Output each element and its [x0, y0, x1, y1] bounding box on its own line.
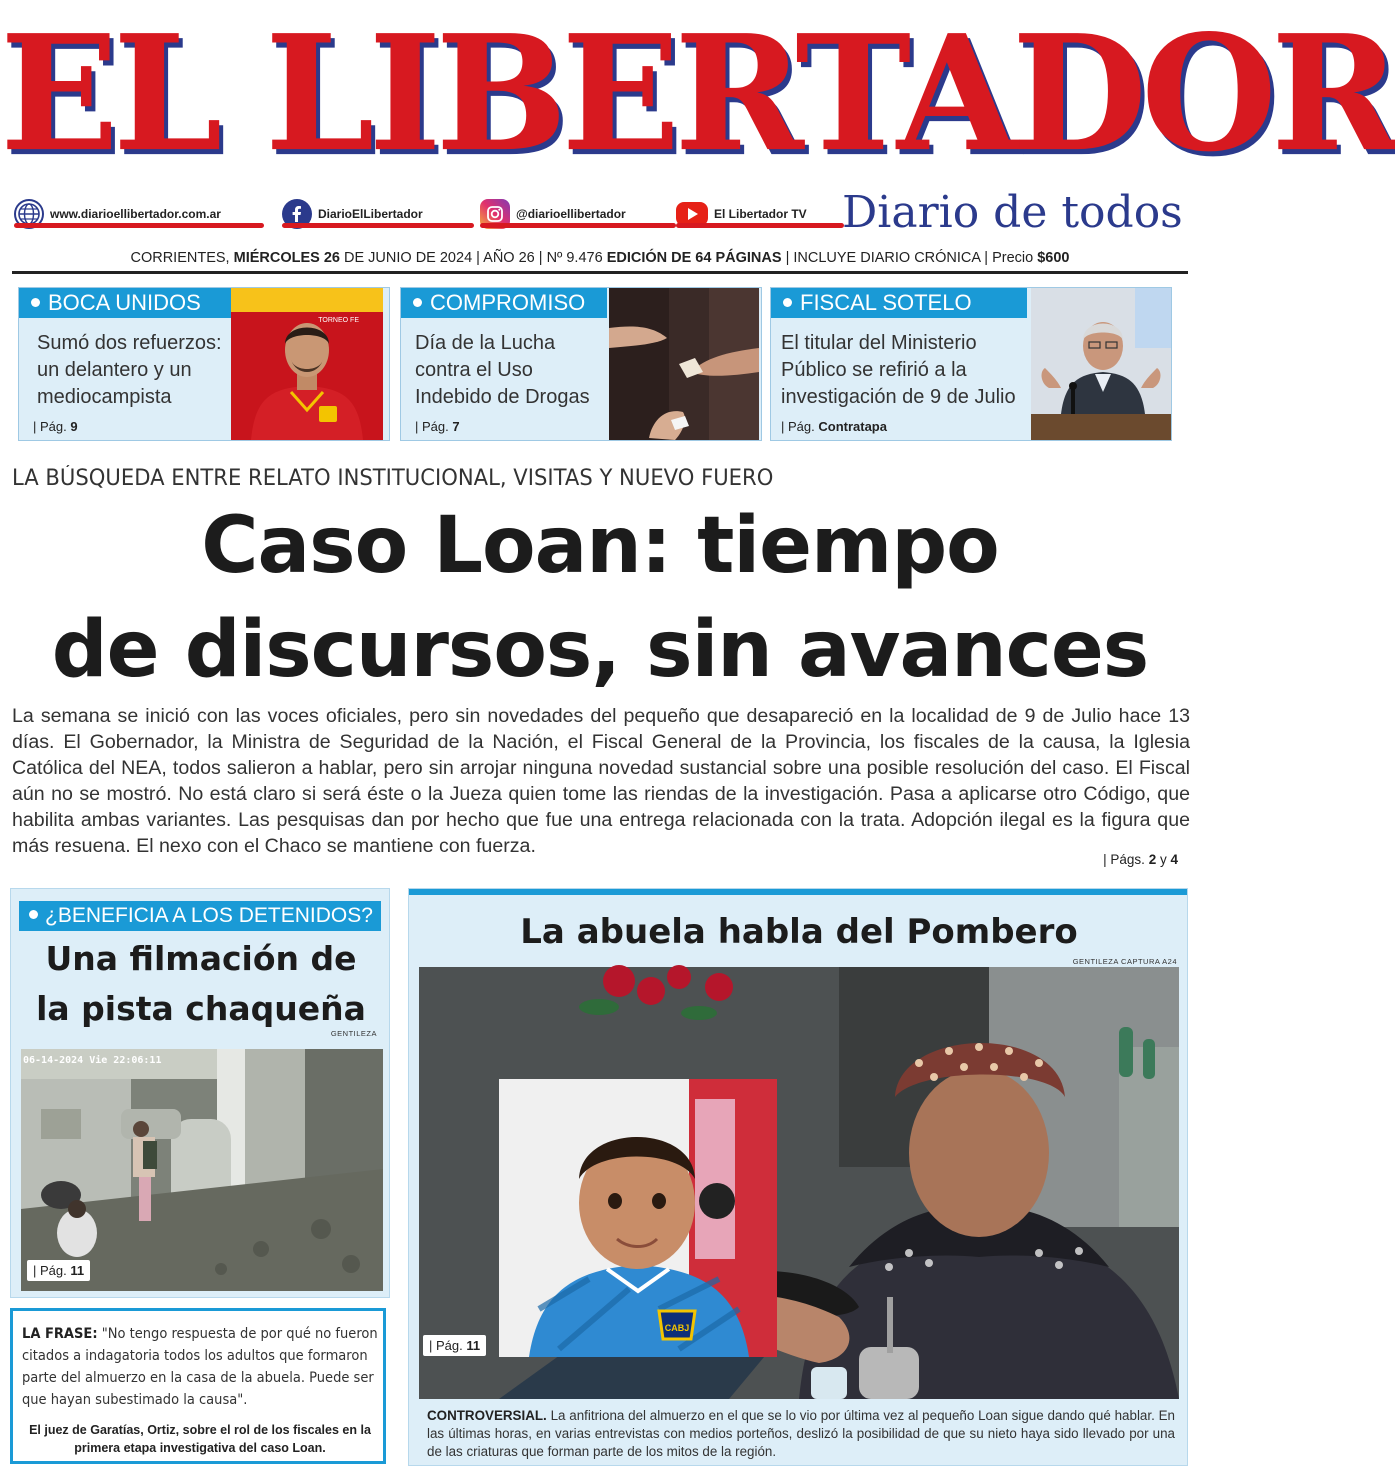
teaser-boca-unidos[interactable]: [18, 287, 390, 441]
photo-credit: GENTILEZA CAPTURA A24: [1072, 957, 1177, 966]
website-label: www.diarioellibertador.com.ar: [50, 207, 221, 221]
facebook-label: DiarioElLibertador: [318, 207, 423, 221]
child-portrait-inset[interactable]: [499, 1079, 777, 1357]
social-facebook[interactable]: [282, 196, 474, 232]
main-lead: La semana se inició con las voces oficiales, pero sin novedades del pequeño que desapareció en la localidad de 9 de Julio hace 13 días. El Gobernador, la Ministra de Seguridad de la Nación, el Fiscal General de la Provincia, los fiscales de la causa, la Iglesia Católica del NEA, todos salieron a hablar, pero sin arrojar ninguna novedad sustancial sobre una posible resolución del caso. El Fiscal aún no se mostró. No está claro si será éste o la Jueza quien tome las riendas de la investigación. Pasa a aplicarse otro Código, que habilita ambas variantes. Las pesquisas dan por hecho que fue una entrega relacionada con la trata. Adopción ilegal es la figura que más resuena. El nexo con el Chaco se mantiene con fuerza.: [12, 705, 1190, 857]
teaser-page-ref: | Pág. 9: [33, 419, 78, 434]
social-website[interactable]: [14, 196, 266, 232]
security-camera-photo[interactable]: [21, 1049, 383, 1291]
teaser-tag: COMPROMISO: [401, 288, 607, 318]
dateline: CORRIENTES, MIÉRCOLES 26 DE JUNIO DE 2024 | AÑO 26 | Nº 9.476 EDICIÓN DE 64 PÁGINAS | INCLUYE DIARIO CRÓNICA | Precio $600: [12, 246, 1188, 274]
story-chaco-footage[interactable]: [10, 888, 390, 1298]
social-instagram[interactable]: [480, 196, 676, 232]
instagram-label: @diarioellibertador: [516, 207, 626, 221]
bullet-icon: [29, 910, 38, 919]
teaser-compromiso[interactable]: [400, 287, 762, 441]
main-kicker: LA BÚSQUEDA ENTRE RELATO INSTITUCIONAL, VISITAS Y NUEVO FUERO: [12, 466, 774, 491]
camera-timestamp: 06-14-2024 Vie 22:06:11: [23, 1055, 162, 1066]
youtube-label: El Libertador TV: [714, 207, 807, 221]
bullet-icon: [31, 298, 40, 307]
quote-box: [10, 1308, 386, 1464]
left-page-ref: | Pág. 11: [27, 1260, 90, 1281]
photo-credit: GENTILEZA: [330, 1029, 377, 1038]
teaser-fiscal-sotelo[interactable]: [770, 287, 1172, 441]
teaser-tag: FISCAL SOTELO: [771, 288, 1027, 318]
teaser-text: Día de la Lucha contra el Uso Indebido de Drogas: [415, 332, 590, 408]
teaser-text: Sumó dos refuerzos: un delantero y un mediocampista: [37, 332, 222, 408]
main-page-ref: | Págs. 2 y 4: [1103, 852, 1178, 867]
social-bar: [14, 196, 844, 236]
teaser-tag: BOCA UNIDOS: [19, 288, 233, 318]
photo-caption: CONTROVERSIAL. La anfitriona del almuerzo en el que se lo vio por última vez al pequeño Loan sigue dando qué hablar. En las últimas horas, en varias entrevistas con medios porteños, deslizó la posibilidad de que su nieto haya sido llevado por una de las criaturas que forman parte de los mitos de la región.: [427, 1408, 1175, 1459]
story-grandmother[interactable]: [408, 888, 1188, 1466]
newspaper-logo[interactable]: EL LIBERTADOR: [0, 0, 1395, 187]
quote-source: El juez de Garatías, Ortiz, sobre el rol de los fiscales en la primera etapa investigativa del caso Loan.: [29, 1423, 371, 1455]
quote-text: LA FRASE: "No tengo respuesta de por qué no fueron citados a indagatoria todos los adultos que formaron parte del almuerzo en la casa de la abuela. Puede ser que hayan subestimado la causa".: [22, 1326, 378, 1408]
teaser-photo-prosecutor[interactable]: [1031, 288, 1171, 440]
left-tag: ¿BENEFICIA A LOS DETENIDOS?: [19, 901, 381, 931]
bullet-icon: [413, 298, 422, 307]
shirt-badge-text: CABJ: [664, 1323, 690, 1333]
svg-text:TORNEO FE: TORNEO FE: [318, 317, 359, 324]
teaser-page-ref: | Pág. Contratapa: [781, 419, 887, 434]
right-page-ref: | Pág. 11: [423, 1335, 486, 1356]
teaser-photo-drugs[interactable]: [609, 288, 759, 440]
teaser-page-ref: | Pág. 7: [415, 419, 460, 434]
teaser-text: El titular del Ministerio Público se refirió a la investigación de 9 de Julio: [781, 332, 1016, 408]
tagline: Diario de todos: [842, 187, 1183, 238]
right-headline[interactable]: La abuela habla del Pombero: [520, 912, 1078, 952]
social-youtube[interactable]: [676, 196, 844, 232]
masthead: [0, 0, 1395, 190]
main-headline[interactable]: Caso Loan: tiempo de discursos, sin avances: [51, 501, 1149, 695]
grandmother-interview-photo[interactable]: [419, 967, 1179, 1399]
teaser-photo-footballer[interactable]: [231, 288, 383, 440]
left-headline[interactable]: Una filmación de la pista chaqueña: [36, 939, 366, 1028]
bullet-icon: [783, 298, 792, 307]
